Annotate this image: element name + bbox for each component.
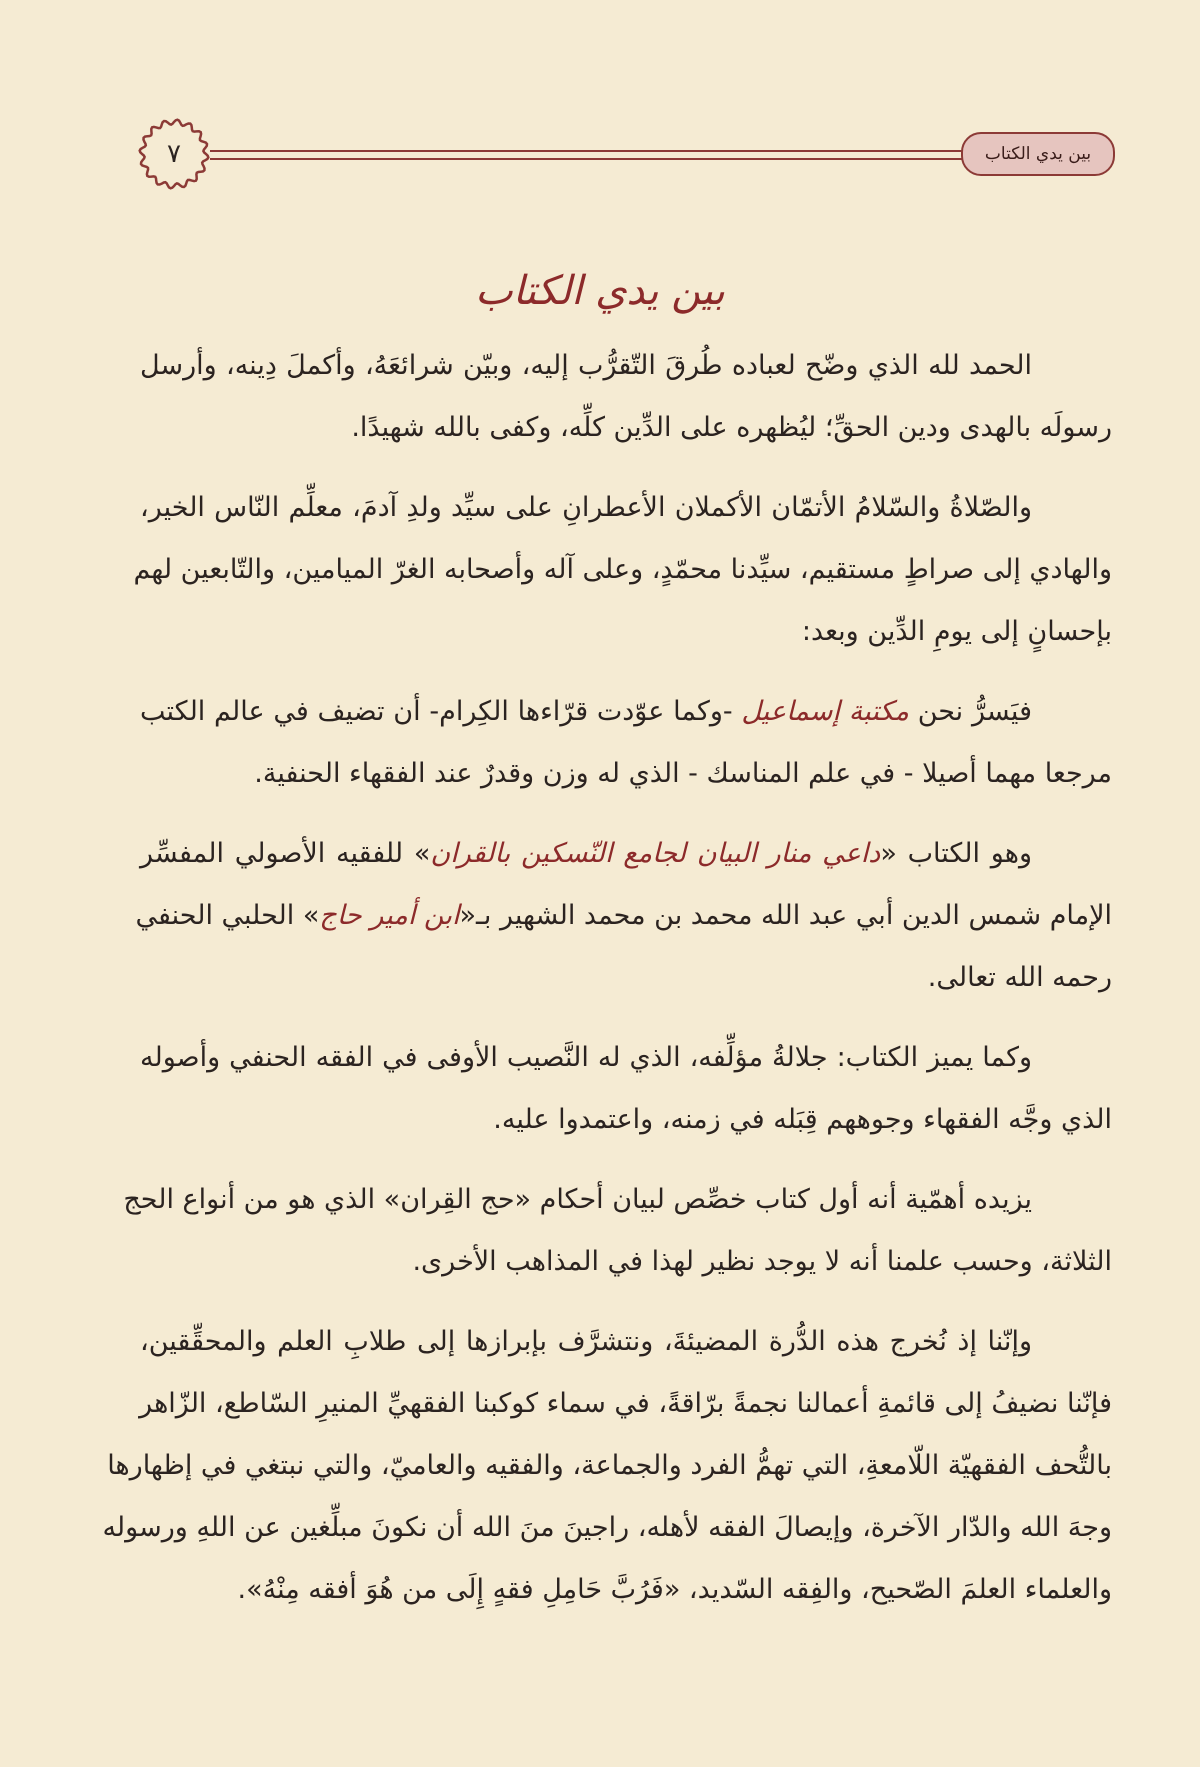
text-line <box>140 1373 1112 1435</box>
text-segment: رسولَه بالهدى ودين الحقِّ؛ ليُظهره على الدِّين كلِّه، وكفى بالله شهيدًا. <box>351 412 1112 443</box>
paragraph <box>140 1027 1112 1151</box>
text-segment: يزيده أهمّية أنه أول كتاب خصِّص لبيان أحكام «حج القِران» الذي هو من أنواع الحج <box>123 1184 1032 1215</box>
text-line <box>140 397 1112 459</box>
text-line <box>140 743 1112 805</box>
highlighted-title: مكتبة إسماعيل <box>741 696 909 727</box>
page-title: بين يدي الكتاب <box>475 268 725 314</box>
text-line <box>140 681 1112 743</box>
paragraph <box>140 681 1112 805</box>
text-segment: وجهَ الله والدّار الآخرة، وإيصالَ الفقه لأهله، راجينَ منَ الله أن نكونَ مبلِّغين عن اللهِ ورسوله <box>102 1512 1112 1543</box>
paragraph <box>133 477 1112 663</box>
text-line <box>140 1311 1112 1373</box>
text-line <box>140 601 1112 663</box>
text-segment: -وكما عوّدت قرّاءها الكِرام- أن تضيف في عالم الكتب <box>140 696 742 727</box>
text-segment: فإنّنا نضيفُ إلى قائمةِ أعمالنا نجمةً برّاقةً، في سماء كوكبنا الفقهيِّ المنيرِ السّاطع، الزّاهر <box>139 1388 1112 1419</box>
text-segment: والعلماء العلمَ الصّحيح، والفِقه السّديد، «فَرُبَّ حَامِلِ فقهٍ إِلَى من هُوَ أفقه مِنْهُ». <box>237 1574 1112 1605</box>
paragraph <box>140 335 1112 459</box>
text-segment: الذي وجَّه الفقهاء وجوههم قِبَله في زمنه، واعتمدوا عليه. <box>493 1104 1112 1135</box>
text-segment: وكما يميز الكتاب: جلالةُ مؤلِّفه، الذي له النَّصيب الأوفى في الفقه الحنفي وأصوله <box>140 1042 1032 1073</box>
text-segment: بإحسانٍ إلى يومِ الدِّين وبعد: <box>801 616 1112 647</box>
text-segment: والهادي إلى صراطٍ مستقيم، سيِّدنا محمّدٍ، وعلى آله وأصحابه الغرّ الميامين، والتّابعين لهم <box>133 554 1112 585</box>
text-line <box>140 947 1112 1009</box>
text-segment: الثلاثة، وحسب علمنا أنه لا يوجد نظير لهذا في المذاهب الأخرى. <box>412 1246 1112 1277</box>
text-line <box>140 1027 1112 1089</box>
text-line <box>140 1231 1112 1293</box>
paragraph <box>123 1169 1112 1293</box>
text-line <box>123 1169 1112 1231</box>
text-line <box>133 539 1112 601</box>
highlighted-title: داعي منار البيان لجامع النّسكين بالقران <box>430 838 881 869</box>
text-segment: بالتُّحف الفقهيّة اللّامعةِ، التي تهمُّ الفرد والجماعة، والفقيه والعاميّ، والتي نبتغي في إظهارها <box>107 1450 1112 1481</box>
text-line <box>140 335 1112 397</box>
text-segment: والصّلاةُ والسّلامُ الأتمّان الأكملان الأعطرانِ على سيِّد ولدِ آدمَ، معلِّم النّاس الخير، <box>140 492 1032 523</box>
text-line <box>140 477 1112 539</box>
page-header <box>130 128 1115 188</box>
text-segment: وإنّنا إذ نُخرج هذه الدُّرة المضيئةَ، ونتشرَّف بإبرازها إلى طلابِ العلم والمحقِّقين، <box>140 1326 1032 1357</box>
text-segment: فيَسرُّ نحن <box>908 696 1032 727</box>
paragraph <box>102 1311 1112 1621</box>
paragraph <box>135 823 1112 1009</box>
header-rule <box>210 150 965 160</box>
text-segment: الحمد لله الذي وضّح لعباده طُرقَ التّقرُّب إليه، وبيّن شرائعَهُ، وأكملَ دِينه، وأرسل <box>140 350 1032 381</box>
text-segment: الإمام شمس الدين أبي عبد الله محمد بن محمد الشهير بـ« <box>459 900 1112 931</box>
page-number-badge <box>138 118 210 190</box>
text-line <box>107 1435 1112 1497</box>
body-text <box>102 335 1112 1639</box>
text-segment: » للفقيه الأصولي المفسِّر <box>140 838 431 869</box>
text-line <box>140 1089 1112 1151</box>
text-segment: » الحلبي الحنفي <box>135 900 320 931</box>
text-line <box>135 885 1112 947</box>
text-segment: رحمه الله تعالى. <box>927 962 1112 993</box>
text-line <box>140 823 1112 885</box>
highlighted-title: ابن أمير حاج <box>319 900 460 931</box>
text-segment: وهو الكتاب « <box>880 838 1032 869</box>
text-line <box>102 1497 1112 1559</box>
running-title: بين يدي الكتاب <box>961 132 1115 176</box>
text-segment: مرجعا مهما أصيلا - في علم المناسك - الذي له وزن وقدرٌ عند الفقهاء الحنفية. <box>254 758 1112 789</box>
text-line <box>140 1559 1112 1621</box>
page-number: ٧ <box>167 139 181 169</box>
